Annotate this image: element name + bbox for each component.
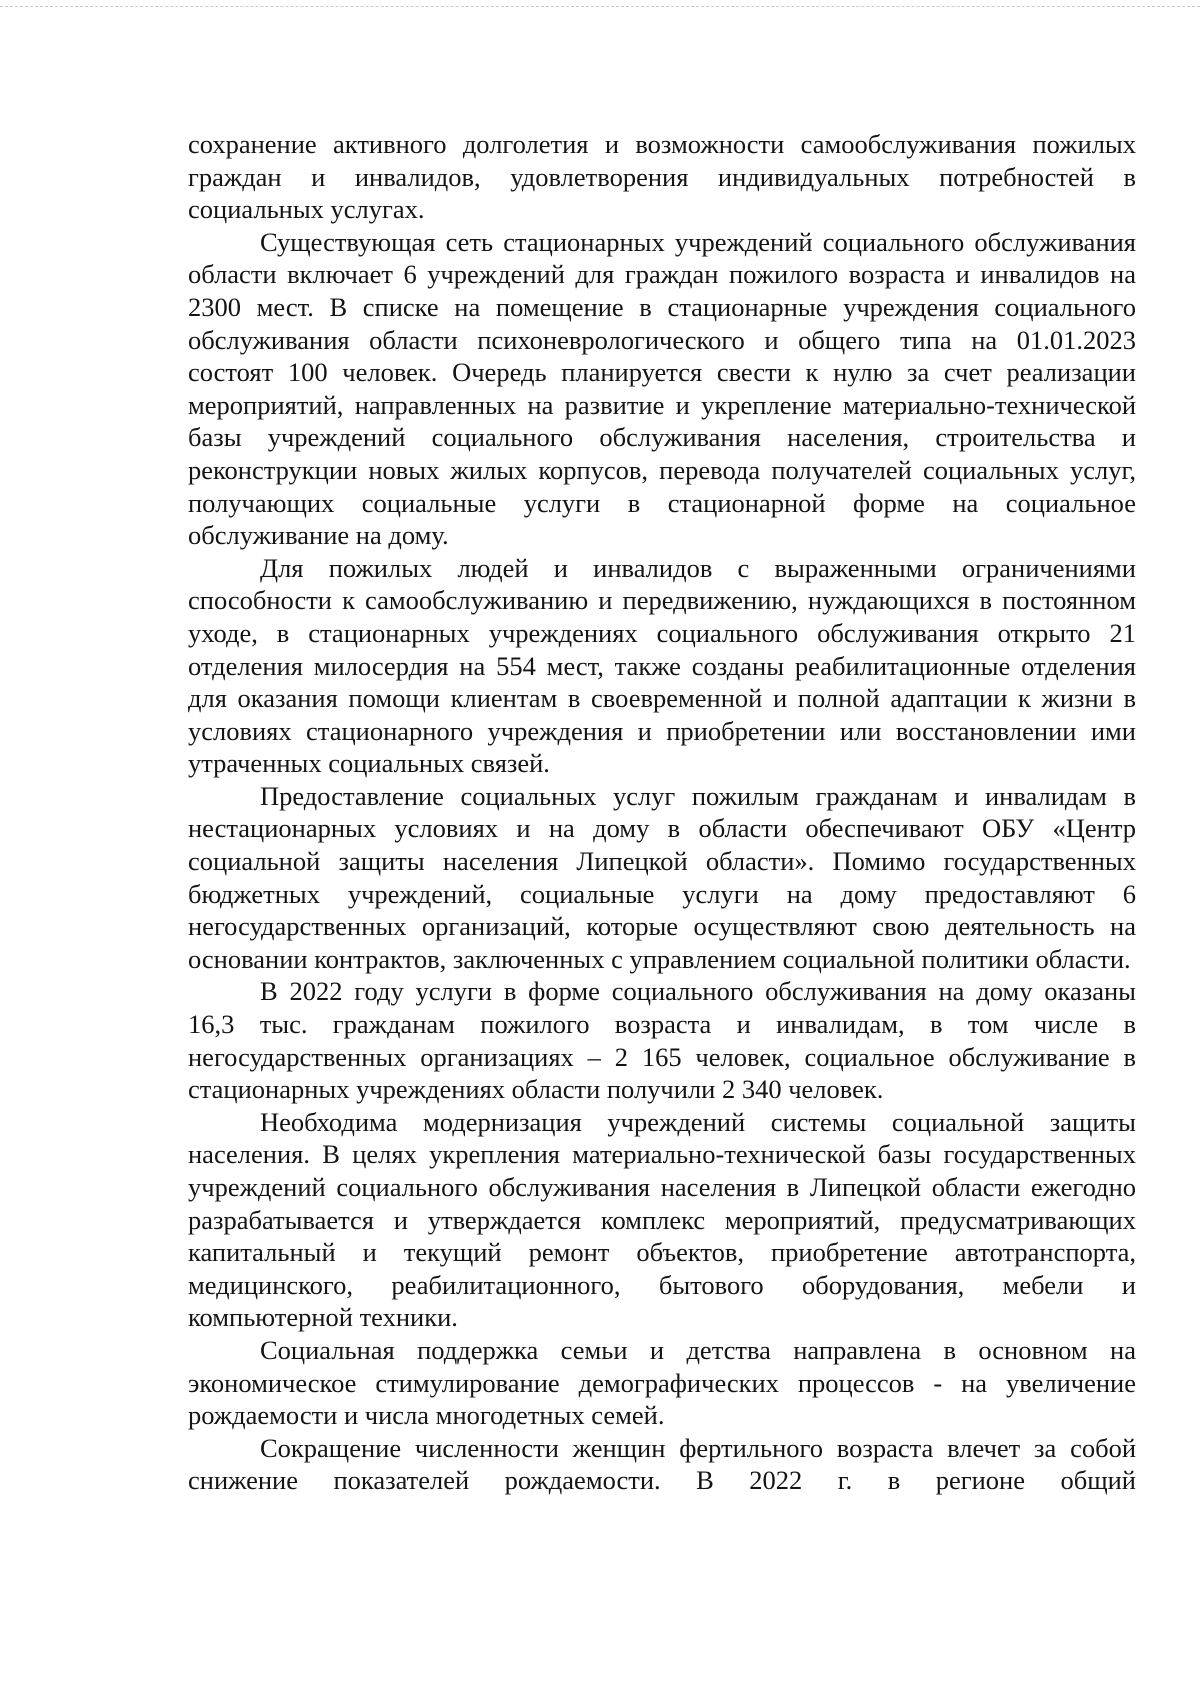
document-body [188,128,1136,1497]
scan-top-edge [0,6,1200,7]
paragraph-4: Предоставление социальных услуг пожилым гражданам и инвалидам в нестационарных условиях и на дому в области обеспечивают ОБУ «Центр социальной защиты населения Липецкой области». Помимо государственных бюджетных учреждений, социальные услуги на дому предоставляют 6 негосударственных организаций, которые осуществляют свою деятельность на основании контрактов, заключенных с управлением социальной политики области. [188,780,1136,974]
paragraph-2: Существующая сеть стационарных учреждений социального обслуживания области включает 6 учреждений для граждан пожилого возраста и инвалидов на 2300 мест. В списке на помещение в стационарные учреждения социального обслуживания области психоневрологического и общего типа на 01.01.2023 состоят 100 человек. Очередь планируется свести к нулю за счет реализации мероприятий, направленных на развитие и укрепление материально-технической базы учреждений социального обслуживания населения, строительства и реконструкции новых жилых корпусов, перевода получателей социальных услуг, получающих социальные услуги в стационарной форме на социальное обслуживание на дому. [188,226,1136,551]
paragraph-5: В 2022 году услуги в форме социального обслуживания на дому оказаны 16,3 тыс. гражданам пожилого возраста и инвалидам, в том числе в негосударственных организациях – 2 165 человек, социальное обслуживание в стационарных учреждениях области получили 2 340 человек. [188,976,1136,1105]
paragraph-7: Социальная поддержка семьи и детства направлена в основном на экономическое стимулирование демографических процессов - на увеличение рождаемости и числа многодетных семей. [188,1334,1136,1431]
paragraph-1: сохранение активного долголетия и возможности самообслуживания пожилых граждан и инвалидов, удовлетворения индивидуальных потребностей в социальных услугах. [188,129,1136,225]
paragraph-8: Сокращение численности женщин фертильного возраста влечет за собой снижение показателей рождаемости. В 2022 г. в регионе общий [188,1432,1136,1496]
paragraph-6: Необходима модернизация учреждений системы социальной защиты населения. В целях укрепления материально-технической базы государственных учреждений социального обслуживания населения в Липецкой области ежегодно разрабатывается и утверждается комплекс мероприятий, предусматривающих капитальный и текущий ремонт объектов, приобретение автотранспорта, медицинского, реабилитационного, бытового оборудования, мебели и компьютерной техники. [188,1106,1136,1333]
paragraph-3: Для пожилых людей и инвалидов с выраженными ограничениями способности к самообслуживанию и передвижению, нуждающихся в постоянном уходе, в стационарных учреждениях социального обслуживания открыто 21 отделения милосердия на 554 мест, также созданы реабилитационные отделения для оказания помощи клиентам в своевременной и полной адаптации к жизни в условиях стационарного учреждения и приобретении или восстановлении ими утраченных социальных связей. [188,552,1136,779]
